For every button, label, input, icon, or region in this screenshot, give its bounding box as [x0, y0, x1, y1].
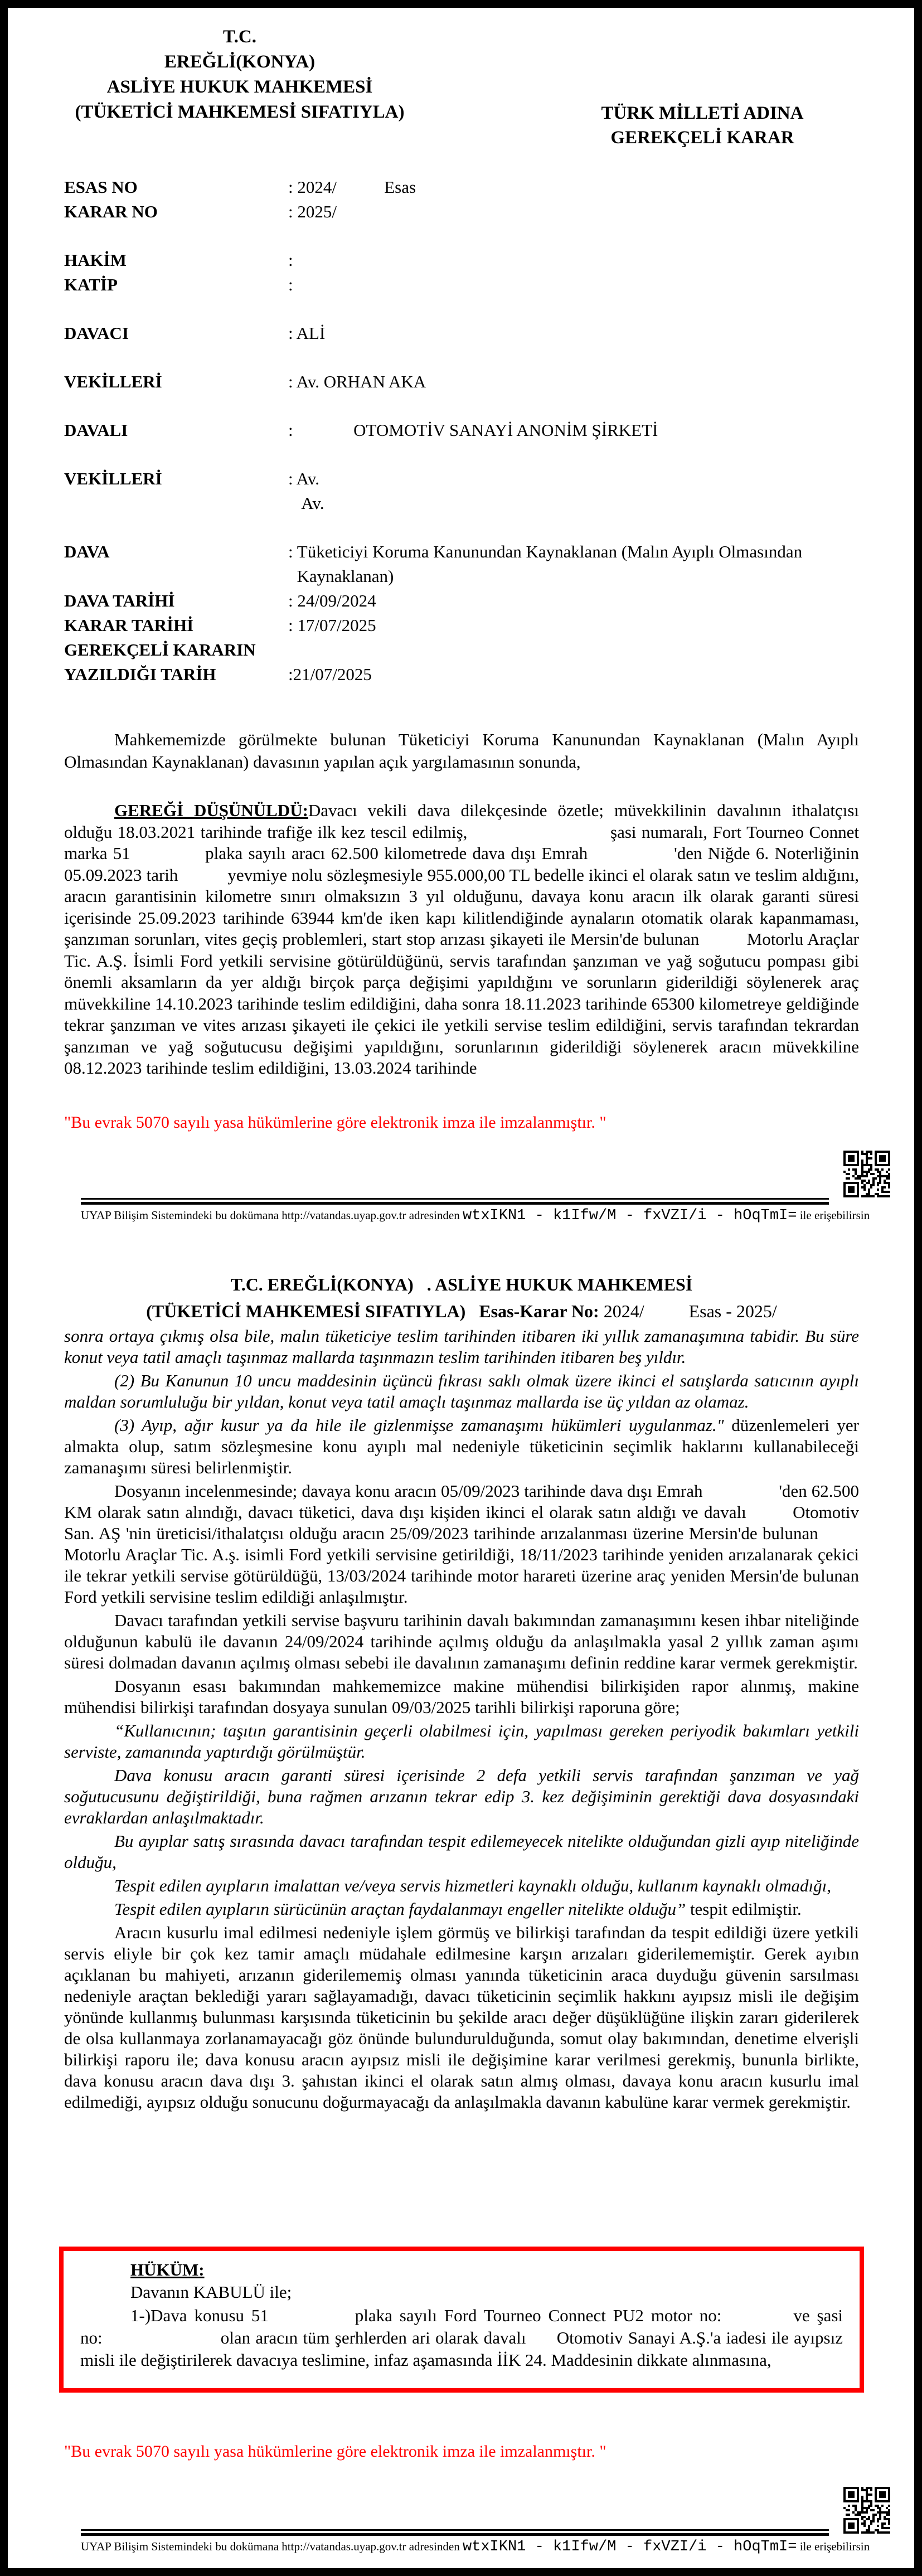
info-row-dava — [64, 540, 861, 564]
header-capacity: (TÜKETİCİ MAHKEMESİ SIFATIYLA) — [75, 102, 405, 122]
field-label: DAVA — [64, 542, 110, 561]
header-city: EREĞLİ(KONYA) — [164, 52, 316, 72]
field-value: : ALİ — [288, 323, 326, 343]
findings-paragraph: Dosyanın incelenmesinde; davaya konu aracın 05/09/2023 tarihinde dava dışı Emrah 'den 62.500 KM olarak satın alındığı, davacı tüketici, dava dışı kişiden ikinci el olarak satın aldığı ve davalı Otomotiv San. AŞ 'nin üreticisi/ithalatçısı olduğu aracın 25/09/2023 tarihinde arızalanması üzerine Mersin'de bulunan Motorlu Araçlar Tic. A.ş. isimli Ford yetkili servisine getirildiği, 18/11/2023 tarihinde yeniden arızalanarak çekici ile tekrar yetkili servise götürüldüğü, 13/03/2024 tarihinde motor harareti üzerine araç yeniden Mersin'de bulunan Ford yetkili servisine teslim edildiği anlaşılmıştır. — [64, 1481, 859, 1607]
esas-karar-label: Esas-Karar No: — [479, 1301, 599, 1321]
qr-code — [843, 2487, 890, 2534]
law-quote-paragraph: (2) Bu Kanunun 10 uncu maddesinin üçüncü fıkrası saklı olmak üzere ikinci el satışlarda satıcının ayıplı maldan sorumluluğu bir yıldan, konut veya tatil amaçlı taşınmaz mallarda ise üç yıldan az olamaz. — [64, 1371, 859, 1411]
field-label: ESAS NO — [64, 177, 138, 197]
field-value: : Av. ORHAN AKA — [288, 372, 426, 391]
field-value: : Tüketiciyi Koruma Kanunundan Kaynaklanan (Malın Ayıplı Olmasından — [288, 542, 803, 561]
uyap-footer — [81, 1207, 870, 1224]
info-row-yazildigi-tarih — [64, 662, 861, 687]
uyap-prefix: UYAP Bilişim Sistemindeki bu dokümana http://vatandas.uyap.gov.tr adresinden — [81, 1209, 460, 1222]
field-label: VEKİLLERİ — [64, 372, 162, 391]
expert-report-quote: Tespit edilen ayıpların imalattan ve/veya servis hizmetleri kaynaklı olduğu, kullanım kaynaklı olmadığı, — [114, 1876, 831, 1895]
field-value: : — [288, 275, 293, 294]
info-row-karar-tarihi — [64, 613, 861, 638]
geregi-heading: GEREĞİ DÜŞÜNÜLDÜ: — [114, 801, 308, 820]
page2-court-header: T.C. EREĞLİ(KONYA) . ASLİYE HUKUK MAHKEMESİ — [230, 1274, 693, 1294]
info-row-dava-tarihi — [64, 589, 861, 613]
law-quote-paragraph: sonra ortaya çıkmış olsa bile, malın tüketiciye teslim tarihinden itibaren iki yıllık zamanaşımına tabidir. Bu süre konut veya tatil amaçlı taşınmaz mallarda taşınmazın teslim tarihinden itibaren beş yıldır. — [64, 1326, 859, 1367]
court-header — [61, 25, 418, 125]
info-row-hakim — [64, 248, 861, 273]
decision-title — [574, 101, 831, 150]
footer-rule — [81, 2529, 829, 2536]
verdict-heading: HÜKÜM: — [130, 2260, 205, 2279]
uyap-suffix: ile erişebilirsin — [799, 1209, 870, 1222]
header-court: ASLİYE HUKUK MAHKEMESİ — [106, 77, 373, 97]
spacer — [64, 346, 861, 370]
info-row-vekilleri-davali — [64, 467, 861, 491]
expert-report-quote: Tespit edilen ayıpların sürücünün araçtan faydalanmayı engeller nitelikte olduğu” tespit edilmiştir. — [114, 1899, 802, 1919]
verdict-acceptance: Davanın KABULÜ ile; — [130, 2282, 292, 2302]
info-row-davali — [64, 418, 861, 443]
uyap-suffix: ile erişebilirsin — [799, 2540, 870, 2553]
field-value: : Av. — [288, 469, 319, 488]
spacer — [64, 394, 861, 418]
findings-paragraph: Dosyanın esası bakımından mahkememizce makine mühendisi bilirkişiden rapor alınmış, makine mühendisi bilirkişi tarafından dosyaya sunulan 09/03/2025 tarihli bilirkişi raporuna göre; — [64, 1676, 859, 1717]
e-signature-disclaimer: "Bu evrak 5070 sayılı yasa hükümlerine göre elektronik imza ile imzalanmıştır. " — [64, 2442, 606, 2461]
info-row-karar-no — [64, 200, 861, 224]
field-value — [288, 638, 861, 662]
footer-rule — [81, 1198, 829, 1205]
field-value: : OTOMOTİV SANAYİ ANONİM ŞİRKETİ — [288, 420, 658, 440]
uyap-prefix: UYAP Bilişim Sistemindeki bu dokümana http://vatandas.uyap.gov.tr adresinden — [81, 2540, 460, 2553]
field-label: GEREKÇELİ KARARIN — [64, 640, 256, 659]
info-row-gerekceli-kararin — [64, 638, 861, 662]
law-quote-paragraph: (3) Ayıp, ağır kusur ya da hile ile gizlenmişse zamanaşımı hükümleri uygulanmaz." düzenlemeleri yer almakta olup, satım sözleşmesine konu ayıplı mal nedeniyle tüketicinin seçimlik haklarını kullanabileceği zamanaşımı süresi belirlenmiştir. — [64, 1415, 859, 1477]
field-value: : 2024/ Esas — [288, 177, 416, 197]
geregi-paragraph — [64, 800, 859, 1112]
esas-karar-value: 2024/ Esas - 2025/ — [599, 1301, 777, 1321]
field-label: YAZILDIĞI TARİH — [64, 664, 216, 684]
conclusion-paragraph: Aracın kusurlu imal edilmesi nedeniyle işlem görmüş ve bilirkişi tarafından da tespit edildiği üzere yetkili servis eliyle bir çok kez tamir amaçlı müdahale edilmesine karşın arızaları giderilememiştir. Gerek ayıbın açıklanan bu mahiyeti, arızanın giderilememiş olması yanında tüketicinin araca duyduğu güvenin sarsılması nedeniyle araçtan beklediği yararı sağlayamadığı, davacı tüketicinin seçimlik hakkını ayıpsız misli ile değişim yönünde kullanmış bulunması karşısında tüketicinin bu şekilde aracı değer düşüklüğüne ilişkin zararı giderilerek de olsa kullanmaya zorlanamayacağı göz önünde bulundurulduğunda, somut olay bakımından, denetime elverişli bilirkişi raporu ile; dava konusu aracın ayıpsız misli ile değişimine karar verilmesi gerekmiş, bununla birlikte, dava konusu aracın dava dışı 3. şahıstan ikinci el olarak satın almış olması, davaya konu aracın kusurlu imal edilmediği, ayıpsız olduğu sonucunu doğurmayacağı da anlaşılmakla davanın kabulüne karar vermek gerekmiştir. — [64, 1923, 859, 2112]
field-value: : 24/09/2024 — [288, 591, 376, 610]
info-row-esas-no — [64, 175, 861, 200]
geregi-text: Davacı vekili dava dilekçesinde özetle; müvekkilinin davalının ithalatçısı olduğu 18.03.2021 tarihinde trafiğe ilk kez tescil edilmiş, şasi numaralı, Fort Tourneo Connet marka 51 plaka sayılı aracı 62.500 kilometrede dava dışı Emrah 'den Niğde 6. Noterliğinin 05.09.2023 tarih yevmiye nolu sözleşmesiyle 955.000,00 TL bedelle ikinci el olarak satın ve teslim aldığını, aracın garantisinin kilometre sınırı olmaksızın 3 yıl olduğunu, davaya konu aracın ilk olarak garanti süresi içerisinde 25.09.2023 tarihinde 63944 km'de iken kapı kilitlendiğinde aynaların otomatik olarak kapanmaması, şanzıman sorunları, vites geçiş problemleri, start stop arızası şikayeti ile Mersin'de bulunan Motorlu Araçlar Tic. A.Ş. İsimli Ford yetkili servisine götürüldüğünü, servis tarafından şanzıman ve yağ soğutucu pompası gibi önemli aksamların da yer aldığı birçok parça değişimi yapıldığını ve sorunların giderildiği söylenerek araç müvekkiline 14.10.2023 tarihinde teslim edildiğini, daha sonra 18.11.2023 tarihinde 65300 kilometreye geldiğinde tekrar şanzıman ve vites arızası şikayeti ile çekici ile yetkili servise teslim edildiğini, servis tarafından tekrardan şanzıman ve yağ soğutucusu değişimi yapıldığını, sorunlarının giderildiği söylenerek aracın müvekkiline 08.12.2023 tarihinde teslim edildiğini, 13.03.2024 tarihinde — [64, 801, 859, 1078]
field-value: Kaynaklanan) — [288, 566, 394, 586]
expert-report-quote: “Kullanıcının; taşıtın garantisinin geçerli olabilmesi için, yapılması gereken periyodik bakımları yetkili serviste, zamanında yaptırdığı görülmüştür. — [64, 1721, 859, 1762]
field-label — [64, 491, 288, 516]
field-value: : — [288, 250, 293, 270]
field-label: KARAR TARİHİ — [64, 615, 194, 635]
spacer — [64, 297, 861, 321]
field-label: DAVALI — [64, 420, 128, 440]
field-value: Av. — [288, 493, 324, 513]
spacer — [64, 516, 861, 540]
info-row-vekilleri-davali-2 — [64, 491, 861, 516]
info-row-vekilleri-davaci — [64, 370, 861, 394]
field-label: DAVA TARİHİ — [64, 591, 175, 610]
verification-code: wtxIKN1 - k1Ifw/M - fxVZI/i - hOqTmI= — [462, 1207, 797, 1224]
field-label: KATİP — [64, 275, 118, 294]
spacer — [64, 443, 861, 467]
verdict-item-1: 1-)Dava konusu 51 plaka sayılı Ford Tourneo Connect PU2 motor no: ve şasi no: olan aracın tüm şerhlerden ari olarak davalı Otomotiv Sanayi A.Ş.'a iadesi ile ayıpsız misli ile değiştirilerek davacıya teslimine, infaz aşamasında İİK 24. Maddesinin dikkate alınmasına, — [80, 2306, 843, 2370]
expert-report-quote: Dava konusu aracın garanti süresi içerisinde 2 defa yetkili servis tarafından şanzıman ve yağ soğutucusunu değiştirildiği, buna rağmen arızanın tekrar edip 3. kez değişiminin gerektiği dava dosyasındaki evraklardan anlaşılmaktadır. — [64, 1765, 859, 1827]
spacer — [64, 224, 861, 248]
page2-case-header — [64, 1301, 859, 1322]
title-nation: TÜRK MİLLETİ ADINA — [601, 103, 804, 123]
field-label — [64, 564, 288, 589]
page2-capacity: (TÜKETİCİ MAHKEMESİ SIFATIYLA) — [146, 1301, 479, 1321]
field-label: VEKİLLERİ — [64, 469, 162, 488]
findings-paragraph: Davacı tarafından yetkili servise başvuru tarihinin davalı bakımından zamanaşımını kesen ihbar niteliğinde olduğunun kabulü ile davanın 24/09/2024 tarihinde açılmış olduğu da anlaşılmakla yasal 2 yıllık zaman aşımı süresi dolmadan davanın açılmış olması sebebi ile davalının zamanaşımı definin reddine karar vermek gerekmiştir. — [64, 1610, 859, 1672]
info-row-dava-2 — [64, 564, 861, 589]
header-tc: T.C. — [223, 27, 256, 47]
info-row-katip — [64, 273, 861, 297]
page2-body — [64, 1326, 859, 2245]
qr-code — [843, 1151, 890, 1197]
verdict-box — [59, 2247, 864, 2393]
intro-paragraph: Mahkememizde görülmekte bulunan Tüketiciyi Koruma Kanunundan Kaynaklanan (Malın Ayıplı Olmasından Kaynaklanan) davasının yapılan açık yargılamasının sonunda, — [64, 730, 859, 772]
field-label: HAKİM — [64, 250, 127, 270]
expert-report-quote: Bu ayıplar satış sırasında davacı tarafından tespit edilemeyecek nitelikte olduğundan gizli ayıp niteliğinde olduğu, — [64, 1831, 859, 1872]
info-row-davaci — [64, 321, 861, 346]
field-label: DAVACI — [64, 323, 129, 343]
field-value: :21/07/2025 — [288, 664, 372, 684]
e-signature-disclaimer: "Bu evrak 5070 sayılı yasa hükümlerine göre elektronik imza ile imzalanmıştır. " — [64, 1113, 606, 1132]
title-decision: GEREKÇELİ KARAR — [610, 128, 794, 148]
field-value: : 2025/ — [288, 202, 337, 221]
case-info-table — [64, 175, 861, 687]
field-value: : 17/07/2025 — [288, 615, 376, 635]
verification-code: wtxIKN1 - k1Ifw/M - fxVZI/i - hOqTmI= — [462, 2539, 797, 2555]
uyap-footer — [81, 2539, 870, 2555]
field-label: KARAR NO — [64, 202, 158, 221]
